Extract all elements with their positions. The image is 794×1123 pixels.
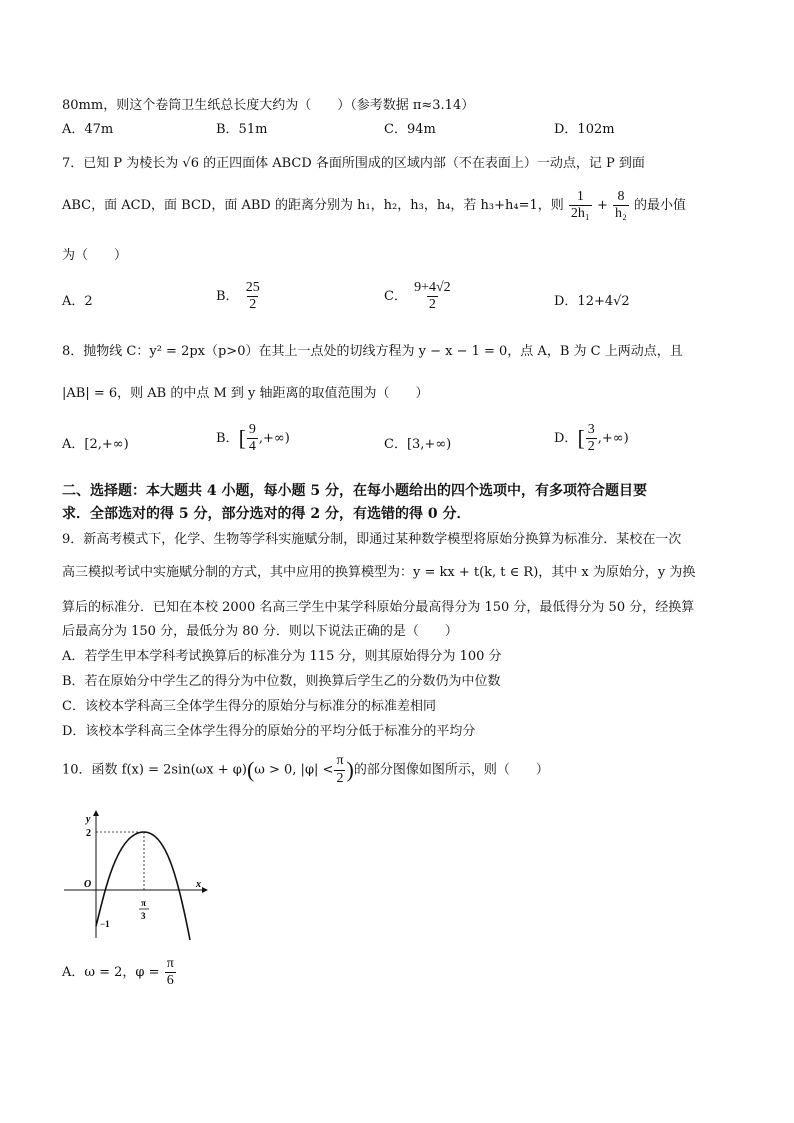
q6-tail-text: 80mm，则这个卷筒卫生纸总长度大约为（ ）（参考数据 π≈3.14）	[62, 98, 475, 113]
q7-option-c[interactable]	[384, 280, 454, 313]
x-axis-arrow	[202, 887, 208, 893]
q8-option-a[interactable]	[62, 433, 129, 452]
q7-frac2-den: h₂	[615, 206, 627, 221]
q10-cond-den: 2	[336, 770, 344, 786]
q10-option-a-label: A．ω = 2，φ =	[62, 965, 160, 981]
q8-option-d[interactable]	[554, 422, 629, 455]
section2-heading-line1: 二、选择题：本大题共 4 小题，每小题 5 分，在每小题给出的四个选项中，有多项符合题目要	[62, 483, 647, 499]
q10-option-a-num: π	[166, 956, 174, 971]
q9-line3: 算后的标准分．已知在本校 2000 名高三学生中某学科原始分最高得分为 150 分，最低得分为 50 分，经换算	[62, 600, 695, 615]
q7-frac1-num: 1	[576, 188, 584, 204]
q10-right-paren: )	[346, 757, 354, 782]
q6-option-c-label: C．94m	[384, 122, 436, 137]
q7-option-c-label: C．	[384, 289, 407, 305]
q9-line4: 后最高分为 150 分，最低分为 80 分．则以下说法正确的是（ ）	[62, 624, 458, 639]
q7-option-d[interactable]	[554, 290, 630, 309]
tick-label-num: π	[141, 898, 146, 908]
q7-line2-post: 的最小值	[634, 198, 687, 213]
q6-option-b[interactable]	[216, 118, 267, 137]
q10-stem-post: 的部分图像如图所示，则（ ）	[353, 762, 549, 778]
q7-line2-pre: ABC，面 ACD，面 BCD，面 ABD 的距离分别为 h₁，h₂，h₃，h₄，若 h₃+h₄=1，则	[62, 198, 564, 213]
q9-option-a[interactable]	[62, 645, 502, 664]
q6-option-a[interactable]	[62, 118, 113, 137]
q6-option-d-label: D．102m	[554, 122, 615, 137]
q10-cond-num: π	[336, 753, 344, 769]
q10-option-a-den: 6	[166, 973, 174, 989]
q9-option-a-label: A．若学生甲本学科考试换算后的标准分为 115 分，则其原始得分为 100 分	[62, 649, 502, 664]
q6-option-b-label: B．51m	[216, 122, 268, 137]
q7-option-b[interactable]	[216, 280, 263, 313]
q8-option-b[interactable]	[216, 422, 290, 455]
q9-option-c[interactable]	[62, 695, 436, 714]
q8-option-d-num: 3	[587, 422, 595, 437]
min-value-label: −1	[100, 919, 110, 929]
q8-option-b-bracket: [	[238, 425, 246, 451]
q10-stem	[62, 752, 549, 789]
q7-fraction-2	[613, 189, 629, 222]
q6-option-d[interactable]	[554, 118, 615, 137]
q7-fraction-1	[569, 189, 592, 222]
q10-condition: ω > 0, |φ| <	[254, 762, 334, 778]
y-axis-arrow	[93, 810, 99, 816]
q7-option-b-den: 2	[249, 297, 257, 313]
q10-option-a-fraction	[165, 956, 176, 989]
q10-stem-pre: 10．函数 f(x) = 2sin(ωx + φ)	[62, 762, 247, 778]
q7-option-b-num: 25	[245, 280, 260, 295]
q7-option-a[interactable]	[62, 290, 93, 309]
q8-option-c[interactable]	[384, 433, 451, 452]
q10-condition-fraction	[334, 753, 345, 786]
q8-option-c-label: C．[3,+∞)	[384, 437, 452, 452]
q7-frac1-den: 2h₁	[570, 206, 590, 221]
tick-label-den: 3	[141, 911, 146, 921]
q8-option-d-fraction	[586, 422, 597, 455]
q10-graph	[60, 808, 210, 948]
sine-curve	[96, 832, 190, 940]
y-axis-label: y	[86, 814, 91, 825]
q9-line1: 9．新高考模式下，化学、生物等学科实施赋分制，即通过某种数学模型将原始分换算为标准分．某校在一次	[62, 532, 682, 547]
q8-option-d-label: D．	[554, 431, 578, 447]
q7-option-c-fraction	[412, 280, 453, 313]
q7-frac2-num: 8	[617, 188, 625, 204]
q8-option-b-den: 4	[248, 439, 256, 455]
q8-line2: |AB| = 6，则 AB 的中点 M 到 y 轴距离的取值范围为（ ）	[62, 386, 429, 401]
q7-option-b-label: B．	[216, 289, 239, 305]
q7-plus: +	[596, 198, 608, 213]
q9-option-b[interactable]	[62, 670, 501, 689]
x-axis-label: x	[196, 879, 201, 890]
origin-label: O	[84, 879, 92, 890]
q8-option-b-label: B．	[216, 431, 239, 447]
q9-option-c-label: C．该校本学科高三全体学生得分的原始分与标准分的标准差相同	[62, 699, 436, 714]
q10-option-a[interactable]	[62, 956, 177, 989]
q6-option-a-label: A．47m	[62, 122, 114, 137]
q7-line3: 为（ ）	[62, 248, 128, 263]
max-value-label: 2	[86, 828, 91, 839]
q7-option-d-label: D．12+4√2	[554, 294, 630, 309]
q8-option-d-tail: ,+∞)	[597, 431, 629, 447]
q9-option-b-label: B．若在原始分中学生乙的得分为中位数，则换算后学生乙的分数仍为中位数	[62, 674, 501, 689]
q8-option-d-bracket: [	[577, 425, 585, 451]
q7-line1: 7．已知 P 为棱长为 √6 的正四面体 ABCD 各面所围成的区域内部（不在表面上）一动点，记 P 到面	[62, 156, 645, 171]
q8-option-a-label: A．[2,+∞)	[62, 437, 129, 452]
section2-heading-line2: 求．全部选对的得 5 分，部分选对的得 2 分，有选错的得 0 分．	[62, 506, 471, 522]
q8-option-b-fraction	[247, 422, 258, 455]
q8-option-d-den: 2	[587, 439, 595, 455]
q7-option-a-label: A．2	[62, 294, 93, 309]
q9-line2: 高三模拟考试中实施赋分制的方式，其中应用的换算模型为：y = kx + t(k, t ∈ R)，其中 x 为原始分，y 为换	[62, 565, 696, 580]
q7-option-b-fraction	[244, 280, 262, 313]
q7-option-c-num: 9+4√2	[414, 280, 451, 295]
q8-option-b-tail: ,+∞)	[258, 431, 290, 447]
q8-option-b-num: 9	[248, 422, 256, 437]
q7-option-c-den: 2	[428, 297, 436, 313]
q10-left-paren: (	[246, 757, 255, 782]
q7-line2	[62, 188, 686, 224]
q6-option-c[interactable]	[384, 118, 436, 137]
q9-option-d[interactable]	[62, 720, 475, 739]
q9-option-d-label: D．该校本学科高三全体学生得分的原始分的平均分低于标准分的平均分	[62, 724, 476, 739]
q8-line1: 8．抛物线 C：y² = 2px（p>0）在其上一点处的切线方程为 y − x − 1 = 0，点 A，B 为 C 上两动点，且	[62, 344, 683, 359]
